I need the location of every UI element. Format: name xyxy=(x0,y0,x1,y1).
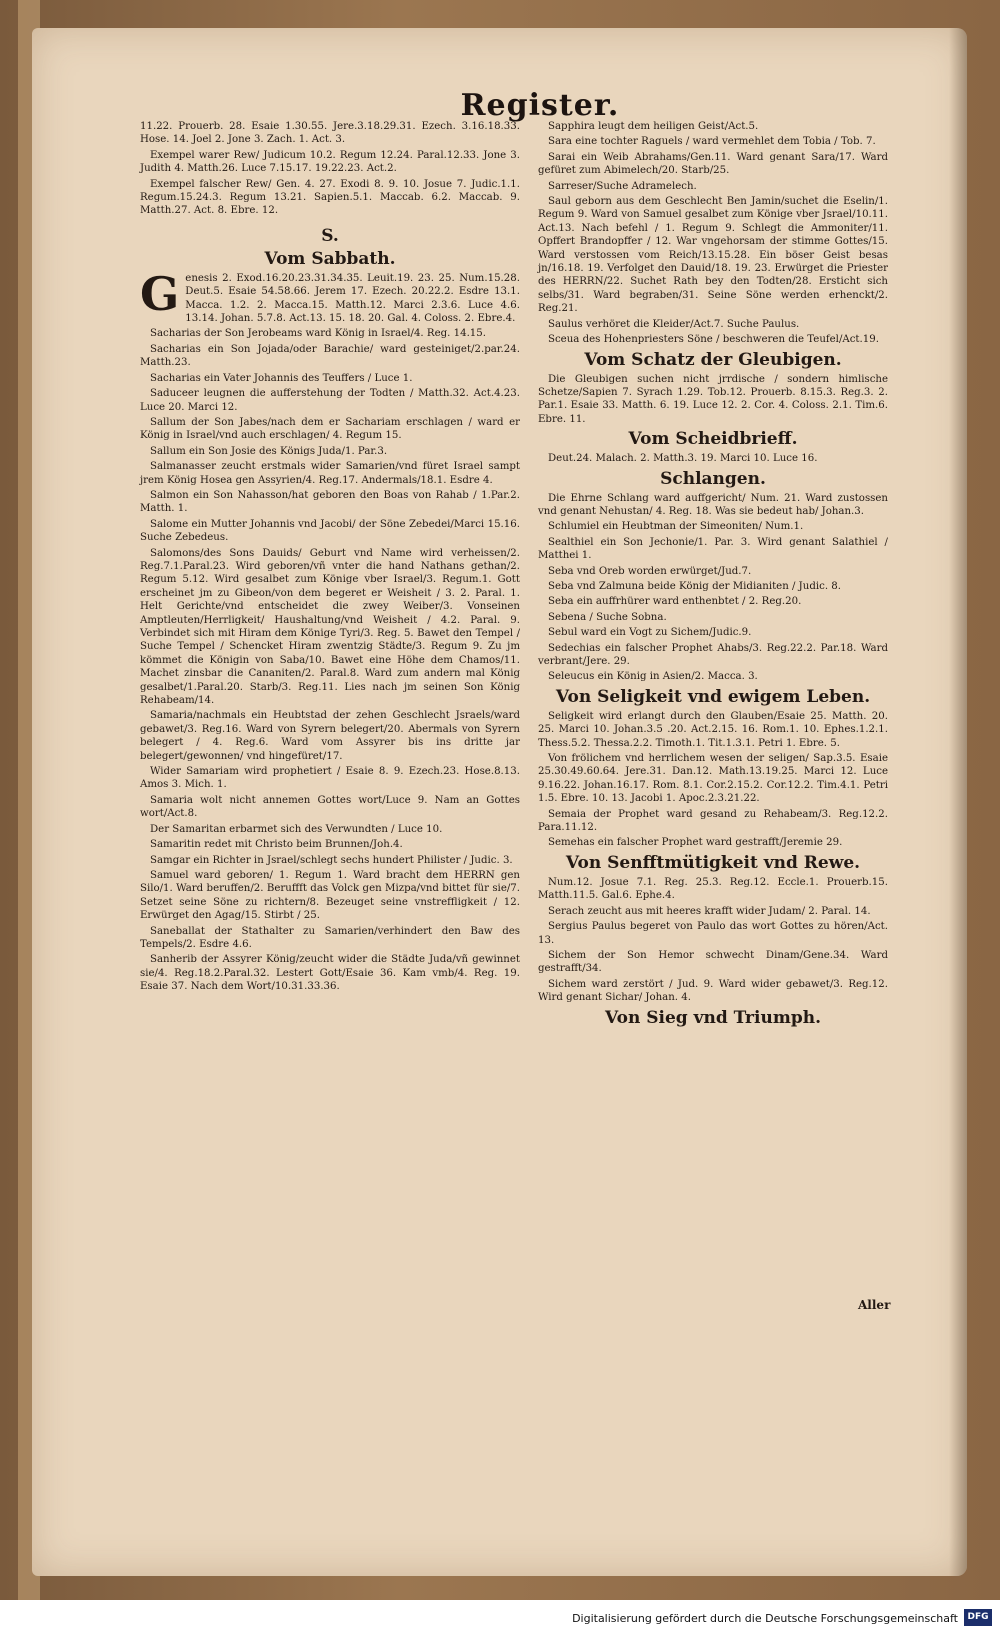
page-gutter-shadow xyxy=(949,28,967,1576)
index-entry: Sichem der Son Hemor schwecht Dinam/Gene.34. Ward gestrafft/34. xyxy=(538,949,888,975)
left-column xyxy=(140,120,520,996)
index-entry: Sallum der Son Jabes/nach dem er Sachariam erschlagen / ward er König in Israel/vnd auch erschlagen/ 4. Regum 15. xyxy=(140,416,520,442)
index-entry: Serach zeucht aus mit heeres krafft wider Judam/ 2. Paral. 14. xyxy=(548,905,871,917)
index-entry: Von frölichem vnd herrlichem wesen der seligen/ Sap.3.5. Esaie 25.30.49.60.64. Jere.31. Dan.12. Math.13.19.25. Marci 12. Luce 9.16.22. Johan.16.17. Rom. 8.1. Cor.2.15.2. Cor.12.2. Tim.4.1. Petri 1.5. Ebre. 10. 13. Jacobi 1. Apoc.2.3.21.22. xyxy=(538,753,888,805)
index-entry: Exempel falscher Rew/ Gen. 4. 27. Exodi 8. 9. 10. Josue 7. Judic.1.1. Regum.15.24.3. Regum 13.21. Sapien.5.1. Maccab. 6.2. Maccab. 9. Matth.27. Act. 8. Ebre. 12. xyxy=(140,178,520,217)
index-entry: Salmanasser zeucht erstmals wider Samarien/vnd füret Israel sampt jrem König Hosea gen Assyrien/4. Reg.17. Andermals/18.1. Esdre 4. xyxy=(140,461,520,486)
index-entry: Sarai ein Weib Abrahams/Gen.11. Ward genant Sara/17. Ward gefüret zum Abimelech/20. Starb/25. xyxy=(538,151,888,177)
index-entry: Sealthiel ein Son Jechonie/1. Par. 3. Wird genant Salathiel / Matthei 1. xyxy=(538,536,888,562)
index-entry: Schlumiel ein Heubtman der Simeoniten/ Num.1. xyxy=(548,521,804,533)
index-entry: Samaria wolt nicht annemen Gottes wort/Luce 9. Nam an Gottes wort/Act.8. xyxy=(140,794,520,820)
index-entry: Saul geborn aus dem Geschlecht Ben Jamin/suchet die Eselin/1. Regum 9. Ward von Samuel gesalbet zum Könige vber Jsrael/10.11. Act.13. Nach befehl / 1. Regum 9. Schlegt die Ammoniter/11. Opffert Brandopffer / 12. War vngehorsam der stimme Gottes/15. Ward verstossen vom Reich/13.15.28. Ein böser Geist besas jn/16.18. 19. Verfolget den Dauid/18. 19. 23. Erwürget die Priester des HERRN/22. Suchet Rath bey den Todten/28. Ersticht sich selbs/31. Ward begraben/31. Seine Söne werden erhenckt/2. Reg.21. xyxy=(538,196,888,315)
index-entry: Sebena / Suche Sobna. xyxy=(548,611,667,623)
index-entry: Samgar ein Richter in Jsrael/schlegt sechs hundert Philister / Judic. 3. xyxy=(150,854,513,866)
index-entry: Wider Samariam wird prophetiert / Esaie 8. 9. Ezech.23. Hose.8.13. Amos 3. Mich. 1. xyxy=(140,766,520,791)
index-entry: Salome ein Mutter Johannis vnd Jacobi/ der Söne Zebedei/Marci 15.16. Suche Zebedeus. xyxy=(140,518,520,544)
section-heading-sabbath: Vom Sabbath. xyxy=(264,248,396,269)
sabbath-entries xyxy=(140,266,520,994)
section-heading-victory: Von Sieg vnd Triumph. xyxy=(605,1007,821,1028)
right-column xyxy=(538,120,888,1031)
index-entry: Sacharias ein Son Jojada/oder Barachie/ ward gesteiniget/2.par.24. Matth.23. xyxy=(140,343,520,369)
running-head: Register. xyxy=(460,88,620,123)
catchword: Aller xyxy=(858,1298,891,1312)
index-entry: Sergius Paulus begeret von Paulo das wort Gottes zu hören/Act. 13. xyxy=(538,921,888,946)
index-entry: Seba vnd Oreb worden erwürget/Jud.7. xyxy=(548,565,752,577)
index-entry: Sebul ward ein Vogt zu Sichem/Judic.9. xyxy=(548,627,752,639)
index-entry: Die Ehrne Schlang ward auffgericht/ Num. 21. Ward zustossen vnd genant Nehustan/ 4. Reg. 18. Was sie bedeut hab/ Johan.3. xyxy=(538,492,888,517)
index-entry: Samuel ward geboren/ 1. Regum 1. Ward bracht dem HERRN gen Silo/1. Ward beruffen/2. Beruffft das Volck gen Mizpa/vnd bittet für sie/7. Setzet seine Söne zu richtern/8. Bezeuget seine vnstreffligkeit / 12. Erwürget den Agag/15. Stirbt / 25. xyxy=(140,869,520,922)
index-entry: Seba vnd Zalmuna beide König der Midianiten / Judic. 8. xyxy=(548,580,842,592)
index-entry: Salomons/des Sons Dauids/ Geburt vnd Name wird verheissen/2. Reg.7.1.Paral.23. Wird geboren/vñ vnter die hand Nathans gethan/2. Regum 5.12. Wird gesalbet zum Könige vber Israel/3. Regum.1. Gott erscheinet jm zu Gibeon/von dem begeret er Weisheit / 3. 2. Paral. 1. Helt Gerichte/vnd entscheidet die zwey Weiber/3. Vonseinen Amptleuten/Herrligkeit/ Haushaltung/vnd Weisheit / 4.2. Paral. 9. Verbindet sich mit Hiram dem Könige Tyri/3. Reg. 5. Bawet den Tempel / Suche Tempel / Schencket Hiram zwentzig Städte/3. Regum 9. Zu jm kömmet die Königin von Saba/10. Bawet eine Höhe dem Chamos/11. Machet zinsbar die Cananiten/2. Paral.8. Ward zum andern mal König gesalbet/1.Paral.20. Starb/3. Reg.11. Lies nach jm seinen Son König Rehabeam/14. xyxy=(140,547,520,707)
index-entry: Seleucus ein König in Asien/2. Macca. 3. xyxy=(548,671,758,683)
footer-bar xyxy=(0,1600,1000,1638)
index-entry: Sichem ward zerstört / Jud. 9. Ward wider gebawet/3. Reg.12. Wird genant Sichar/ Johan. 4. xyxy=(538,978,888,1004)
index-entry: Saduceer leugnen die aufferstehung der Todten / Matth.32. Act.4.23. Luce 20. Marci 12. xyxy=(140,388,520,413)
index-entry: Samaria/nachmals ein Heubtstad der zehen Geschlecht Jsraels/ward gebawet/3. Reg.16. Ward von Syrern belegert/20. Abermals von Syrern belegert / 4. Reg.6. Ward vom Assyrer bis ins dritte jar belegert/gewonnen/ vnd hingefüret/17. xyxy=(140,710,520,762)
index-entry: Die Gleubigen suchen nicht jrrdische / sondern himlische Schetze/Sapien 7. Syrach 1.29. Tob.12. Prouerb. 8.15.3. Reg.3. 2. Par.1. Esaie 33. Matth. 6. 19. Luce 12. 2. Cor. 4. Coloss. 2.1. Tim.6. Ebre. 11. xyxy=(538,373,888,425)
index-entry: Semehas ein falscher Prophet ward gestrafft/Jeremie 29. xyxy=(548,837,843,849)
section-letter: S. xyxy=(321,225,339,246)
index-entry: Sacharias der Son Jerobeams ward König in Israel/4. Reg. 14.15. xyxy=(150,328,487,340)
index-entry: Exempel warer Rew/ Judicum 10.2. Regum 12.24. Paral.12.33. Jone 3. Judith 4. Matth.26. Luce 7.15.17. 19.22.23. Act.2. xyxy=(140,149,520,175)
index-entry: Sapphira leugt dem heiligen Geist/Act.5. xyxy=(548,121,759,132)
dfg-logo: DFG xyxy=(964,1609,992,1626)
section-heading-salvation: Von Seligkeit vnd ewigem Leben. xyxy=(555,686,871,707)
left-intro-block xyxy=(140,120,520,218)
section-heading-snakes: Schlangen. xyxy=(660,468,766,489)
index-entry: Sara eine tochter Raguels / ward vermehlet dem Tobia / Tob. 7. xyxy=(548,136,876,148)
index-entry: Sarreser/Suche Adramelech. xyxy=(548,180,697,192)
index-entry: Sacharias ein Vater Johannis des Teuffers / Luce 1. xyxy=(150,372,413,384)
section-heading-divorce: Vom Scheidbrieff. xyxy=(628,429,798,450)
index-entry: Genesis 2. Exod.16.20.23.31.34.35. Leuit.19. 23. 25. Num.15.28. Deut.5. Esaie 54.58.66. Jerem 17. Ezech. 20.22.2. Esdre 13.1. Macca. 1.2. 2. Macca.15. Matth.12. Marci 2.3.6. Luce 4.6. 13.14. Johan. 5.7.8. Act.13. 15. 18. 20. Gal. 4. Coloss. 2. Ebre.4. xyxy=(140,266,520,325)
index-entry: Saulus verhöret die Kleider/Act.7. Suche Paulus. xyxy=(548,318,800,330)
index-entry: Semaia der Prophet ward gesand zu Rehabeam/3. Reg.12.2. Para.11.12. xyxy=(538,808,888,834)
index-entry: Sceua des Hohenpriesters Söne / beschweren die Teufel/Act.19. xyxy=(548,334,879,346)
index-entry: Samaritin redet mit Christo beim Brunnen/Joh.4. xyxy=(150,839,403,851)
footer-credit: Digitalisierung gefördert durch die Deutsche Forschungsgemeinschaft xyxy=(572,1612,958,1625)
index-entry: Sedechias ein falscher Prophet Ahabs/3. Reg.22.2. Par.18. Ward verbrant/Jere. 29. xyxy=(538,642,888,667)
section-heading-treasure: Vom Schatz der Gleubigen. xyxy=(584,349,842,370)
index-entry: Salmon ein Son Nahasson/hat geboren den Boas von Rahab / 1.Par.2. Matth. 1. xyxy=(140,489,520,515)
index-entry: Seba ein auffrhürer ward enthenbtet / 2. Reg.20. xyxy=(548,596,802,608)
index-entry: Seligkeit wird erlangt durch den Glauben/Esaie 25. Matth. 20. 25. Marci 10. Johan.3.5 .20. Act.2.15. 16. Rom.1. 10. Ephes.1.2.1. Thess.5.2. Thessa.2.2. Timoth.1. Tit.1.3.1. Petri 1. Ebre. 5. xyxy=(538,710,888,749)
index-entry: Num.12. Josue 7.1. Reg. 25.3. Reg.12. Eccle.1. Prouerb.15. Matth.11.5. Gal.6. Ephe.4. xyxy=(538,876,888,902)
index-entry: 11.22. Prouerb. 28. Esaie 1.30.55. Jere.3.18.29.31. Ezech. 3.16.18.33. Hose. 14. Joel 2. Jone 3. Zach. 1. Act. 3. xyxy=(140,121,520,146)
index-entry: Sallum ein Son Josie des Königs Juda/1. Par.3. xyxy=(150,445,388,457)
section-heading-meekness: Von Senfftmütigkeit vnd Rewe. xyxy=(565,852,861,873)
index-entry: Saneballat der Stathalter zu Samarien/verhindert den Baw des Tempels/2. Esdre 4.6. xyxy=(140,925,520,950)
index-entry: Sanherib der Assyrer König/zeucht wider die Städte Juda/vñ gewinnet sie/4. Reg.18.2.Paral.32. Lestert Gott/Esaie 36. Kam vmb/4. Reg. 19. Esaie 37. Nach dem Wort/10.31.33.36. xyxy=(140,954,520,993)
index-entry: Deut.24. Malach. 2. Matth.3. 19. Marci 10. Luce 16. xyxy=(548,453,818,465)
index-entry: Der Samaritan erbarmet sich des Verwundten / Luce 10. xyxy=(150,823,443,835)
